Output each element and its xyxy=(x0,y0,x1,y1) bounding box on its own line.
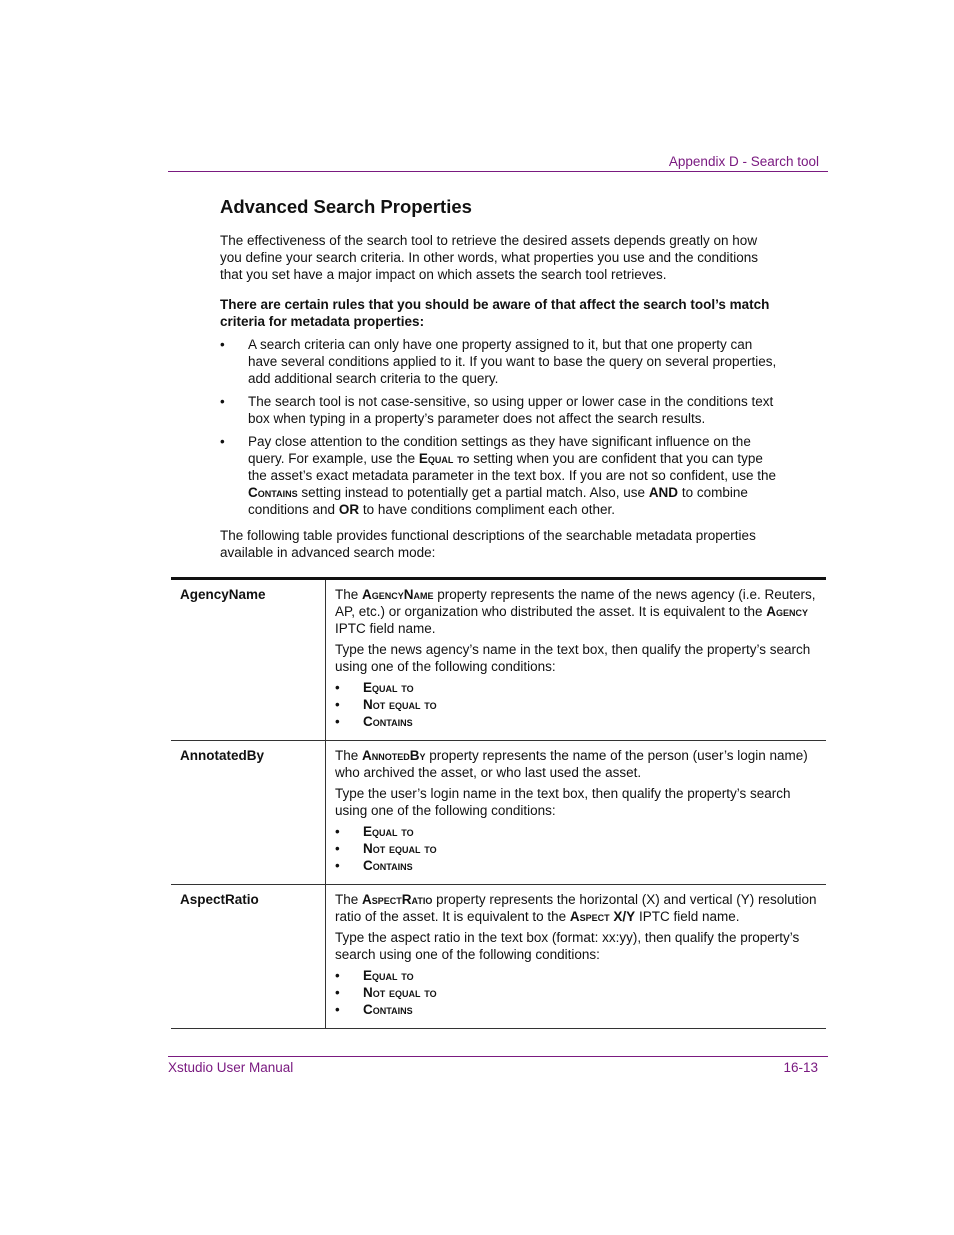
list-item xyxy=(220,433,780,518)
bullet-icon: • xyxy=(220,394,225,409)
bullet-icon: • xyxy=(220,337,225,352)
keyword: AND xyxy=(648,485,679,500)
property-description: The AgencyName property represents the name of the news agency (i.e. Reuters, AP, etc.) or organization who distributed the asset. It is equivalent to the Agency IPTC field name. Type the news agency’s name in the text box, then qualify the property’s search using one of the following conditions: • Equal to • Not equal to • Contains xyxy=(326,579,827,741)
bullet-icon: • xyxy=(335,841,340,856)
type-instruction: Type the user’s login name in the text box, then qualify the property’s search using one of the following conditions: xyxy=(335,786,791,818)
properties-table xyxy=(171,577,826,1029)
list-item: • Equal to xyxy=(335,968,414,983)
footer-divider xyxy=(168,1056,828,1057)
bullet-icon: • xyxy=(335,985,340,1000)
property-name: AgencyName xyxy=(171,579,326,741)
list-item-text: The search tool is not case-sensitive, so using upper or lower case in the conditions text box when typing in a property’s parameter does not affect the search results. xyxy=(248,394,774,426)
keyword: OR xyxy=(338,502,360,517)
bullet-icon: • xyxy=(335,680,340,695)
conditions-list xyxy=(335,967,817,1018)
header-divider xyxy=(168,171,828,172)
table-intro: The following table provides functional descriptions of the searchable metadata properties available in advanced search mode: xyxy=(220,528,756,560)
bullet-icon: • xyxy=(335,824,340,839)
list-item: • Not equal to xyxy=(335,841,437,856)
main-content xyxy=(220,196,780,574)
keyword: Contains xyxy=(248,485,298,500)
list-item xyxy=(220,336,780,387)
rules-heading: There are certain rules that you should be aware of that affect the search tool’s match criteria for metadata properties: xyxy=(220,297,770,329)
keyword: Equal to xyxy=(418,451,470,466)
page-title: Advanced Search Properties xyxy=(220,196,472,217)
list-item: • Not equal to xyxy=(335,985,437,1000)
table-row xyxy=(171,579,826,741)
property-name: AnnotatedBy xyxy=(171,741,326,885)
list-item: • Not equal to xyxy=(335,697,437,712)
conditions-list xyxy=(335,679,817,730)
bullet-icon: • xyxy=(335,714,340,729)
bullet-icon: • xyxy=(220,434,225,449)
list-item xyxy=(220,393,780,427)
list-item: • Contains xyxy=(335,714,413,729)
conditions-list xyxy=(335,823,817,874)
list-item: • Equal to xyxy=(335,680,414,695)
footer-manual-title: Xstudio User Manual xyxy=(168,1060,294,1075)
list-item: • Contains xyxy=(335,858,413,873)
property-description: The AnnotedBy property represents the name of the person (user’s login name) who archived the asset, or who last used the asset. Type the user’s login name in the text box, then qualify the property’s search using one of the following conditions: • Equal to • Not equal to • Contains xyxy=(326,741,827,885)
bullet-icon: • xyxy=(335,697,340,712)
table-row xyxy=(171,885,826,1029)
page-number: 16-13 xyxy=(783,1060,818,1075)
bullet-icon: • xyxy=(335,858,340,873)
list-item-text: Pay close attention to the condition settings as they have significant influence on the query. For example, use the Equal to setting when you are confident that you can type the asset’s exact metadata parameter in the text box. If you are not so confident, use the Contains setting instead to potentially get a partial match. Also, use AND to combine conditions and OR to have conditions compliment each other. xyxy=(248,434,777,517)
bullet-icon: • xyxy=(335,968,340,983)
table-row xyxy=(171,741,826,885)
intro-paragraph: The effectiveness of the search tool to retrieve the desired assets depends greatly on how you define your search criteria. In other words, what properties you use and the conditions that you set have a major impact on which assets the search tool retrieves. xyxy=(220,233,759,282)
list-item: • Equal to xyxy=(335,824,414,839)
property-name: AspectRatio xyxy=(171,885,326,1029)
type-instruction: Type the aspect ratio in the text box (format: xx:yy), then qualify the property’s search using one of the following conditions: xyxy=(335,930,800,962)
bullet-icon: • xyxy=(335,1002,340,1017)
property-description: The AspectRatio property represents the horizontal (X) and vertical (Y) resolution ratio of the asset. It is equivalent to the Aspect X/Y IPTC field name. Type the aspect ratio in the text box (format: xx:yy), then qualify the property’s search using one of the following conditions: • Equal to • Not equal to • Contains xyxy=(326,885,827,1029)
type-instruction: Type the news agency’s name in the text box, then qualify the property’s search using one of the following conditions: xyxy=(335,642,811,674)
list-item: • Contains xyxy=(335,1002,413,1017)
rules-list xyxy=(220,336,780,518)
running-header: Appendix D - Search tool xyxy=(668,154,819,169)
list-item-text: A search criteria can only have one property assigned to it, but that one property can have several conditions applied to it. If you want to base the query on several properties, add additional search criteria to the query. xyxy=(248,337,777,386)
